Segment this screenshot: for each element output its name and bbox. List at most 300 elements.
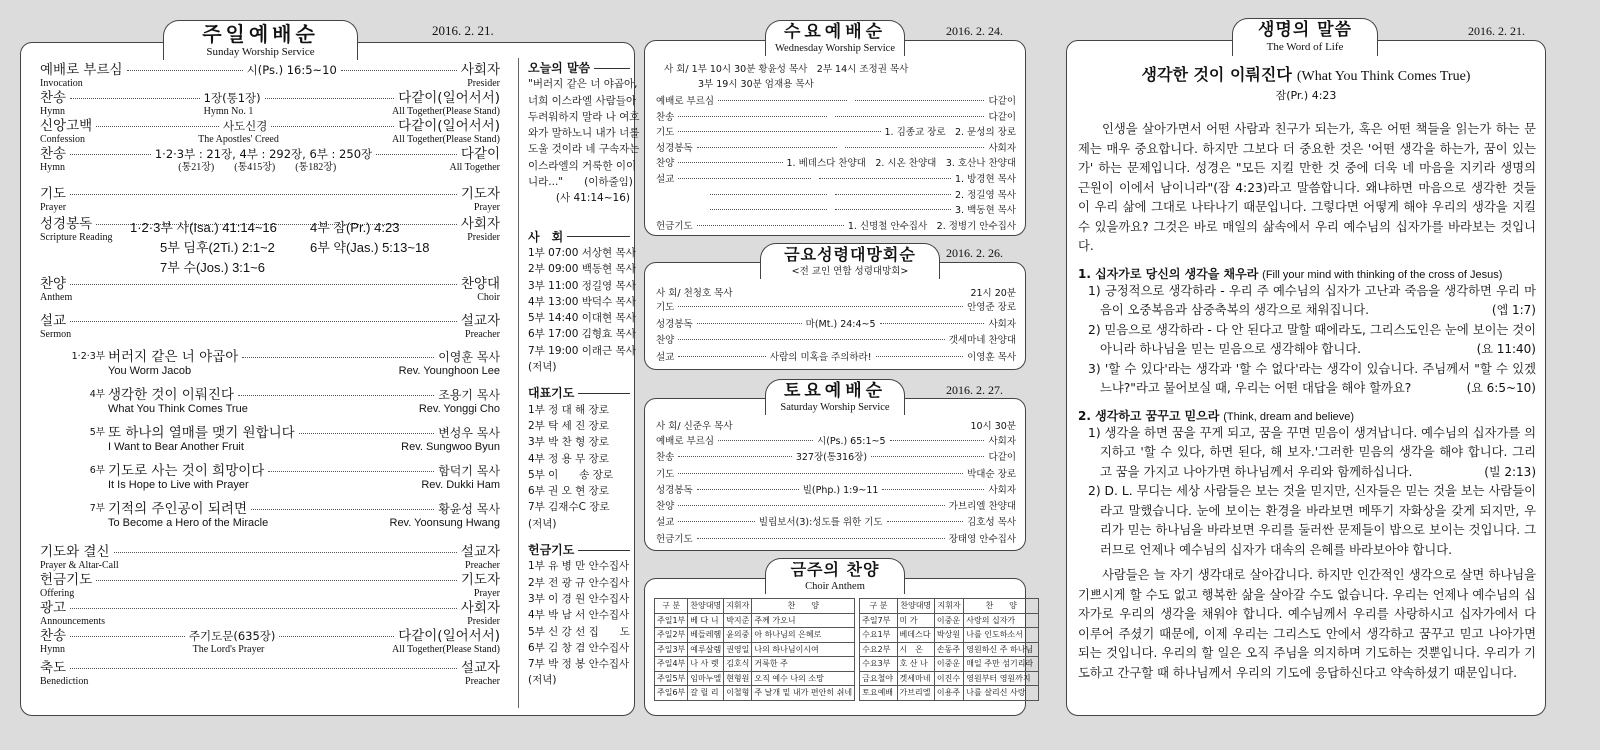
saturday-presider-row [656, 418, 1016, 432]
order-item-label: 설교 [40, 313, 67, 329]
sunday-order [40, 58, 500, 339]
service-item-role: 이영훈 목사 [967, 351, 1017, 363]
anthem-cell: 미 가 [897, 613, 934, 628]
order-item-role: 기도자 [460, 572, 500, 588]
side-line: 5부 이 송 장로 [528, 468, 614, 481]
order-item-detail: 시(Ps.) 16:5~10 [246, 63, 337, 77]
service-item-label: 설교 [656, 173, 675, 185]
order-item-label-en: Hymn [40, 162, 65, 173]
sermon-title: 생각한 것이 이뤄진다 [108, 387, 234, 403]
anthem-cell: 윤의중 [724, 628, 752, 643]
order-item-detail-en: The Lord's Prayer [192, 644, 265, 655]
word-heading-1-ko: 1. 십자가로 당신의 생각을 채우라 [1078, 266, 1259, 281]
leader-dots [70, 608, 457, 609]
service-item-role: 다같이 [988, 96, 1016, 107]
order-item [40, 624, 500, 656]
friday-date: 2016. 2. 26. [946, 246, 1003, 260]
saturday-header-tab [765, 379, 905, 415]
order-item-label: 기도 [40, 186, 67, 202]
leader-dots [242, 357, 434, 358]
word-date: 2016. 2. 21. [1468, 24, 1525, 38]
order-item-en-row [40, 676, 500, 687]
anthem-cell: 김호식 [724, 657, 752, 672]
word-header-tab [1232, 18, 1378, 56]
saturday-time: 10시 30분 [970, 421, 1016, 432]
word-heading-2-ko: 2. 생각하고 꿈꾸고 믿으라 [1078, 408, 1220, 423]
service-item-label: 기도 [656, 302, 675, 313]
scripture-reading: 4부 잠(Pr.) 4:23 [310, 220, 400, 235]
order-item-detail-en: Hymn No. 1 [203, 106, 254, 117]
order-item-en-row [40, 292, 500, 303]
leader-dots [70, 636, 185, 637]
service-item-role: 가브리엘 찬양대 [948, 501, 1016, 513]
order-item-en-row [40, 134, 500, 145]
anthem-cell: 이중운 [934, 657, 963, 672]
leader-dots [96, 580, 457, 581]
service-item-label: 성경봉독 [656, 484, 693, 496]
order-item-role-en: Preacher [465, 329, 500, 340]
leader-dots [835, 116, 984, 117]
leader-dots [678, 178, 810, 179]
anthem-header-cell: 지휘자 [724, 599, 752, 614]
leader-dots [697, 323, 802, 324]
sermon-item [40, 459, 500, 497]
leader-dots [678, 131, 880, 132]
leader-dots [882, 489, 984, 490]
sermon-preacher-en: Rev. Dukki Ham [421, 479, 500, 491]
anthem-header-cell: 구 분 [860, 599, 897, 614]
sermon-title-en: It Is Hope to Live with Prayer [108, 479, 249, 491]
side-line: 4부 정 용 무 장로 [528, 452, 609, 465]
leader-dots [238, 395, 434, 396]
anthem-table-right [859, 598, 1039, 701]
sermon-item [40, 497, 500, 535]
word-heading-1 [1078, 265, 1536, 282]
sermon-preacher-en: Rev. Sungwoo Byun [401, 441, 500, 453]
sunday-closing [40, 540, 500, 686]
order-item-main-row [40, 568, 500, 588]
scripture-reading: 7부 수(Jos.) 3:1~6 [160, 260, 265, 275]
order-item-label: 성경봉독 [40, 216, 93, 232]
order-item-label: 찬송 [40, 90, 67, 106]
sermon-title-en: You Worm Jacob [108, 365, 192, 377]
sermon-main-row [108, 345, 500, 365]
anthem-cell: 오직 예수 나의 소망 [752, 671, 855, 686]
anthem-cell: 나를 인도하소서 [964, 628, 1039, 643]
wednesday-presider [664, 62, 908, 92]
side-line: 2부 전 광 규 안수집사 [528, 576, 630, 589]
order-item-main-row [40, 596, 500, 616]
order-item-role: 다같이(일어서서) [398, 90, 501, 106]
anthem-cell: 박지준 [724, 613, 752, 628]
order-item-role: 다같이 [460, 146, 501, 162]
anthem-row [860, 686, 1039, 701]
side-line: (사 41:14~16) [555, 192, 630, 205]
service-item [656, 515, 1016, 531]
word-reference: 잠(Pr.) 4:23 [1275, 89, 1337, 102]
sunday-date: 2016. 2. 21. [432, 23, 494, 38]
leader-dots [127, 70, 243, 71]
order-item-label-en: Scripture Reading [40, 232, 113, 243]
sermon-title-en: What You Think Comes True [108, 403, 248, 415]
friday-time: 21시 20분 [970, 288, 1016, 299]
service-item [656, 450, 1016, 466]
side-line: 니라..." (이하줄임) [528, 176, 633, 189]
sermon-main-row [108, 421, 500, 441]
leader-dots [835, 209, 952, 210]
anthem-cell: 주일4부 [655, 657, 688, 672]
sermon-main-row [108, 459, 500, 479]
sermon-part: 5부 [89, 427, 105, 438]
anthem-cell: 주 날개 밑 내가 편안히 쉬네 [752, 686, 855, 701]
anthem-cell: 주일1부 [655, 613, 688, 628]
service-item [656, 350, 1016, 367]
side-line: 5부 신 강 선 집 도 [528, 625, 630, 638]
anthem-cell: 사랑의 십자가 [964, 613, 1039, 628]
wednesday-title: 수요예배순 [783, 22, 887, 42]
anthem-cell: 수요2부 [860, 642, 897, 657]
anthem-row [655, 686, 855, 701]
order-item [40, 540, 500, 571]
sermon-main-row [108, 383, 500, 403]
order-item-role: 다같이(일어서서) [398, 628, 501, 644]
order-item-role-en: All Together [449, 162, 500, 173]
side-title-text: 오늘의 말씀 [528, 61, 591, 75]
sermon-part: 1·2·3부 [71, 351, 105, 362]
sermon-title: 기적의 주인공이 되려면 [108, 501, 247, 517]
side-line: 7부 박 정 봉 안수집사 [528, 658, 630, 671]
order-item-detail-en: (통21장) (통415장) (통182장) [178, 162, 337, 173]
sermon-en-row [108, 365, 500, 377]
saturday-title: 토요예배순 [783, 381, 887, 401]
anthem-row [655, 613, 855, 628]
anthem-header-row [860, 599, 1039, 614]
order-item [40, 568, 500, 599]
saturday-presider: 사 회/ 신준우 목사 [656, 421, 733, 432]
order-item-en-row [40, 644, 500, 655]
anthem-cell: 나 사 렛 [688, 657, 724, 672]
leader-dots [871, 456, 984, 457]
order-item-main-row [40, 86, 500, 106]
word-outro: 사람들은 늘 자기 생각대로 살아갑니다. 하지만 인간적인 생각으로 살면 하나님을 기쁘시게 할 수도 없고 행복한 삶을 살아갈 수도 없습니다. 우리는 언제나 예수님의 십자가로 우리의 생각을 채워야 합니다. 예수님께서 우리를 사랑하시고 십자가에서 다 이루어 주셨기 때문에, 이제 우리는 그리스도 안에서 생각하고 꿈꾸고 믿고 나아가면 되는 것입니다. 우리의 할 일은 오직 주님을 의지하며 기도하는 것뿐입니다. 우리가 기도하고 간구할 때 하나님께서 우리의 기도에 응답하신다고 약속하셨기 때문입니다. [1078, 568, 1536, 680]
side-line: 너희 이스라엘 사람들아 [528, 94, 637, 107]
side-section-title [528, 229, 630, 245]
order-item-label: 신앙고백 [40, 118, 93, 134]
order-item-label-en: Confession [40, 134, 85, 145]
order-item-label-en: Prayer [40, 202, 67, 213]
anthem-row [860, 671, 1039, 686]
anthem-cell: 이용주 [934, 686, 963, 701]
order-item-label: 찬양 [40, 276, 67, 292]
order-item-main-row [40, 114, 500, 134]
side-line: 4부 박 남 서 안수집사 [528, 609, 630, 622]
side-line: 6부 17:00 김형효 목사 [528, 328, 636, 341]
order-item-role: 사회자 [460, 62, 501, 78]
anthem-cell: 수요3부 [860, 657, 897, 672]
sermon-en-row [108, 517, 500, 529]
wednesday-header-tab [765, 20, 905, 56]
order-item-main-row [40, 58, 500, 78]
order-item-role: 사회자 [460, 600, 500, 616]
friday-header-tab [760, 243, 940, 279]
service-item [656, 110, 1016, 126]
leader-dots [697, 489, 799, 490]
service-item-role: 1. 방경현 목사 [955, 173, 1017, 185]
leader-dots [890, 440, 985, 441]
sermon-part: 4부 [89, 389, 105, 400]
anthem-header-cell: 구 분 [655, 599, 688, 614]
leader-dots [70, 668, 457, 669]
order-item-label: 헌금기도 [40, 572, 93, 588]
service-item-role: 1. 김종교 장로 2. 문성의 장로 [884, 127, 1016, 139]
wednesday-presider-line2: 3부 19시 30분 엄재용 목사 [698, 79, 814, 90]
service-item-role: 안영준 장로 [967, 302, 1016, 313]
order-item-label-en: Benediction [40, 676, 89, 687]
service-item [656, 333, 1016, 350]
service-item [656, 125, 1016, 141]
service-item [656, 94, 1016, 110]
side-line: 3부 이 경 원 안수집사 [528, 592, 630, 605]
sermon-preacher: 이영훈 목사 [438, 350, 500, 364]
word-point-ref: (엡 1:7) [1484, 301, 1536, 321]
friday-subtitle: <전 교인 연합 성령대망회> [791, 266, 909, 277]
leader-dots [70, 98, 200, 99]
order-item-label-en: Anthem [40, 292, 73, 303]
leader-dots [678, 339, 944, 340]
word-point-text: 3) '할 수 있다'라는 생각과 '할 수 없다'라는 생각이 있습니다. 주님께서 "할 수 있겠느냐?"라고 물어보실 때, 우리는 어떤 대답을 해야 할까요? [1088, 361, 1536, 395]
service-item-label: 찬양 [656, 158, 675, 170]
order-item-label-en: Hymn [40, 644, 65, 655]
service-item-detail: 빌립보서(3):성도를 위한 기도 [758, 517, 883, 529]
leader-dots [376, 154, 457, 155]
order-item-role-en: Presider [467, 78, 500, 89]
sermon-en-row [108, 441, 500, 453]
word-intro: 인생을 살아가면서 어떤 사람과 친구가 되는가, 혹은 어떤 책들을 읽는가 하는 문제는 매우 중요합니다. 하지만 그보다 더 중요한 것은 '어떤 생각을 하는가, 꿈이 있는가' 하는 문제입니다. 성경은 "모든 지킬 만한 것 중에 더욱 네 마음을 지키라 생명의 근원이 이에서 남이니라"(잠 4:23)라고 말씀합니다. 왜냐하면 마음으로 생각한 것들이 우리 삶에 그대로 나타나기 때문입니다. 그렇다면 어떻게 해야 우리의 생각을 지킬 수 있을까요? 그것은 바로 매일의 삶속에서 우리 예수님의 십자가를 바라보는 것입니다. [1078, 122, 1536, 253]
word-point-ref: (요 11:40) [1469, 340, 1536, 360]
order-item-label-en: Hymn [40, 106, 65, 117]
leader-dots [697, 538, 945, 539]
anthem-header-cell: 찬 양 [752, 599, 855, 614]
sermon-preacher-en: Rev. Younghoon Lee [398, 365, 500, 377]
anthem-cell: 주일2부 [655, 628, 688, 643]
leader-dots [70, 154, 151, 155]
order-item-detail: 1장(통1장) [203, 91, 261, 105]
saturday-order [656, 434, 1016, 548]
service-item-label: 성경봉독 [656, 318, 693, 330]
anthem-cell: 영원하신 주 하나님 [964, 642, 1039, 657]
order-item-label: 예배로 부르심 [40, 62, 123, 78]
service-item [656, 219, 1016, 235]
side-title-text: 대표기도 [528, 386, 575, 401]
word-point-text: 1) 긍정적으로 생각하라 - 우리 주 예수님의 십자가 고난과 죽음을 생각하면 우리 마음이 오중복음과 삼중축복의 생각으로 채워집니다. [1088, 283, 1536, 317]
word-title: 생명의 말씀 [1257, 20, 1353, 40]
service-item-detail: 빌(Php.) 1:9~11 [802, 484, 879, 496]
sermon-title: 또 하나의 열매를 맺기 원합니다 [108, 425, 295, 441]
order-item [40, 142, 500, 182]
sermon-item [40, 345, 500, 383]
order-item-label-en: Invocation [40, 78, 83, 89]
anthem-cell: 손동주 [934, 642, 963, 657]
order-item-detail: 주기도문(635장) [188, 629, 276, 643]
side-line: 3부 11:00 정길영 목사 [528, 279, 636, 292]
anthem-cell: 임마누엘 [688, 671, 724, 686]
order-item-role: 다같이(일어서서) [398, 118, 500, 134]
sunday-title: 주일예배순 [202, 22, 319, 46]
friday-presider: 사 회/ 천청호 목사 [656, 288, 733, 299]
anthem-cell: 매일 주만 섬기리라 [964, 657, 1039, 672]
leader-dots [819, 178, 951, 179]
leader-dots [697, 147, 837, 148]
order-item [40, 309, 500, 339]
order-item-en-row [40, 329, 500, 340]
service-item-label: 기도 [656, 468, 675, 480]
service-item-label: 예배로 부르심 [656, 436, 715, 447]
leader-dots [718, 440, 813, 441]
saturday-subtitle: Saturday Worship Service [780, 402, 890, 413]
side-line: 2부 09:00 백동현 목사 [528, 263, 636, 276]
word-heading-2 [1078, 407, 1536, 424]
sermon-title-en: I Want to Bear Another Fruit [108, 441, 244, 453]
side-line: 와가 말하노니 내가 너를 [528, 127, 640, 140]
sermon-en-row [108, 403, 500, 415]
leader-dots [299, 433, 435, 434]
side-line: 6부 권 오 현 장로 [528, 485, 609, 498]
side-title-text: 헌금기도 [528, 543, 575, 558]
anthem-header-cell: 찬양대명 [688, 599, 724, 614]
side-line: (저녁) [528, 674, 557, 687]
sermon-en-row [108, 479, 500, 491]
anthem-tables [654, 598, 1039, 701]
order-item-label: 찬송 [40, 146, 67, 162]
wednesday-order [656, 94, 1016, 234]
word-subtitle: The Word of Life [1266, 41, 1344, 53]
word-point-ref: (요 6:5~10) [1459, 379, 1536, 399]
anthem-cell: 아 하나님의 은혜로 [752, 628, 855, 643]
order-item-label-en: Prayer & Altar-Call [40, 560, 119, 571]
service-item-label: 예배로 부르심 [656, 96, 715, 107]
anthem-cell: 금요철야 [860, 671, 897, 686]
anthem-table-left [654, 598, 855, 701]
service-item [656, 483, 1016, 499]
friday-presider-row [656, 285, 1016, 299]
anthem-row [860, 613, 1039, 628]
sermon-title: 버러지 같은 너 야곱아 [108, 349, 239, 365]
sermon-preacher: 함덕기 목사 [438, 464, 500, 478]
anthem-cell: 거룩한 주 [752, 657, 855, 672]
side-line: 도울 것이라 네 구속자는 [528, 143, 640, 156]
leader-dots [265, 98, 395, 99]
order-item-role: 찬양대 [460, 276, 500, 292]
anthem-cell: 주일3부 [655, 642, 688, 657]
anthem-cell: 호 산 나 [897, 657, 934, 672]
service-item [656, 300, 1016, 317]
sermon-preacher: 황윤성 목사 [438, 502, 500, 516]
order-item [40, 272, 500, 309]
anthem-subtitle: Choir Anthem [805, 581, 865, 592]
anthem-cell: 이철형 [724, 686, 752, 701]
service-item-label: 설교 [656, 517, 675, 529]
word-point-text: 2) 믿음으로 생각하라 - 다 안 된다고 말할 때에라도, 그리스도인은 눈에 보이는 것이 아니라 하나님을 믿는 믿음으로 생각해야 합니다. [1088, 322, 1536, 356]
wednesday-subtitle: Wednesday Worship Service [774, 43, 895, 54]
service-item-label: 설교 [656, 351, 675, 363]
side-line: 2부 탁 세 진 장로 [528, 419, 609, 432]
order-item-role: 설교자 [460, 544, 500, 560]
scripture-reading: 5부 딤후(2Ti.) 2:1~2 [160, 240, 275, 255]
leader-dots [341, 70, 457, 71]
service-item-role: 1. 신명철 안수집사 2. 정병기 안수집사 [847, 220, 1016, 232]
order-item-main-row [40, 309, 500, 329]
order-item [40, 656, 500, 686]
anthem-cell: 주일6부 [655, 686, 688, 701]
service-item [656, 188, 1016, 204]
order-item-detail: 1·2·3부 : 21장, 4부 : 292장, 6부 : 250장 [154, 147, 373, 161]
service-item [656, 434, 1016, 450]
leader-dots [268, 471, 434, 472]
word-body [1078, 120, 1536, 683]
service-item-role: 장태영 안수집사 [948, 533, 1016, 545]
sunday-subtitle: Sunday Worship Service [206, 46, 315, 58]
order-item-label: 광고 [40, 600, 67, 616]
service-item-label: 헌금기도 [656, 220, 693, 232]
scripture-reading: 1·2·3부 사(Isa.) 41:14~16 [130, 220, 277, 235]
side-section-title [528, 60, 630, 76]
word-points-1 [1078, 282, 1536, 399]
leader-dots [697, 225, 844, 226]
sermon-part: 6부 [89, 465, 105, 476]
order-item-main-row [40, 272, 500, 292]
anthem-row [860, 657, 1039, 672]
order-item [40, 182, 500, 212]
service-item-detail: 327장(통316장) [795, 452, 868, 464]
service-item-role: 박대순 장로 [967, 468, 1016, 480]
anthem-row [655, 642, 855, 657]
anthem-row [655, 657, 855, 672]
leader-dots [678, 116, 827, 117]
service-item [656, 467, 1016, 483]
service-item [656, 317, 1016, 334]
order-item-role-en: Prayer [473, 202, 500, 213]
order-item-label-en: Announcements [40, 616, 105, 627]
friday-order [656, 300, 1016, 366]
leader-dots [70, 194, 457, 195]
service-item-role: 사회자 [988, 484, 1016, 496]
side-line: 이스라엘의 거룩한 이이 [528, 159, 637, 172]
leader-dots [96, 126, 219, 127]
anthem-cell: 겟세마네 [897, 671, 934, 686]
anthem-cell: 주일7부 [860, 613, 897, 628]
service-item [656, 203, 1016, 219]
side-section-title [528, 385, 630, 401]
service-item-role: 사회자 [988, 142, 1016, 154]
anthem-cell: 가브리엘 [897, 686, 934, 701]
side-line: 1부 유 병 만 안수집사 [528, 560, 630, 573]
leader-dots [70, 321, 457, 322]
sermon-title: 기도로 사는 것이 희망이다 [108, 463, 265, 479]
word-point [1078, 321, 1536, 360]
service-item [656, 532, 1016, 548]
saturday-date: 2016. 2. 27. [946, 383, 1003, 397]
side-line: 7부 김재수C 장로 [528, 501, 610, 514]
side-title-text: 사 회 [528, 229, 564, 244]
side-line: (저녁) [528, 361, 557, 374]
anthem-cell: 나를 살리신 사랑 [964, 686, 1039, 701]
word-sermon-title-en: (What You Think Comes True) [1296, 69, 1471, 84]
word-point-ref: (빌 2:13) [1476, 463, 1536, 483]
order-item-en-row [40, 162, 500, 173]
anthem-cell: 예루살렘 [688, 642, 724, 657]
service-item-role: 2. 정길영 목사 [955, 189, 1016, 201]
leader-dots [678, 505, 944, 506]
